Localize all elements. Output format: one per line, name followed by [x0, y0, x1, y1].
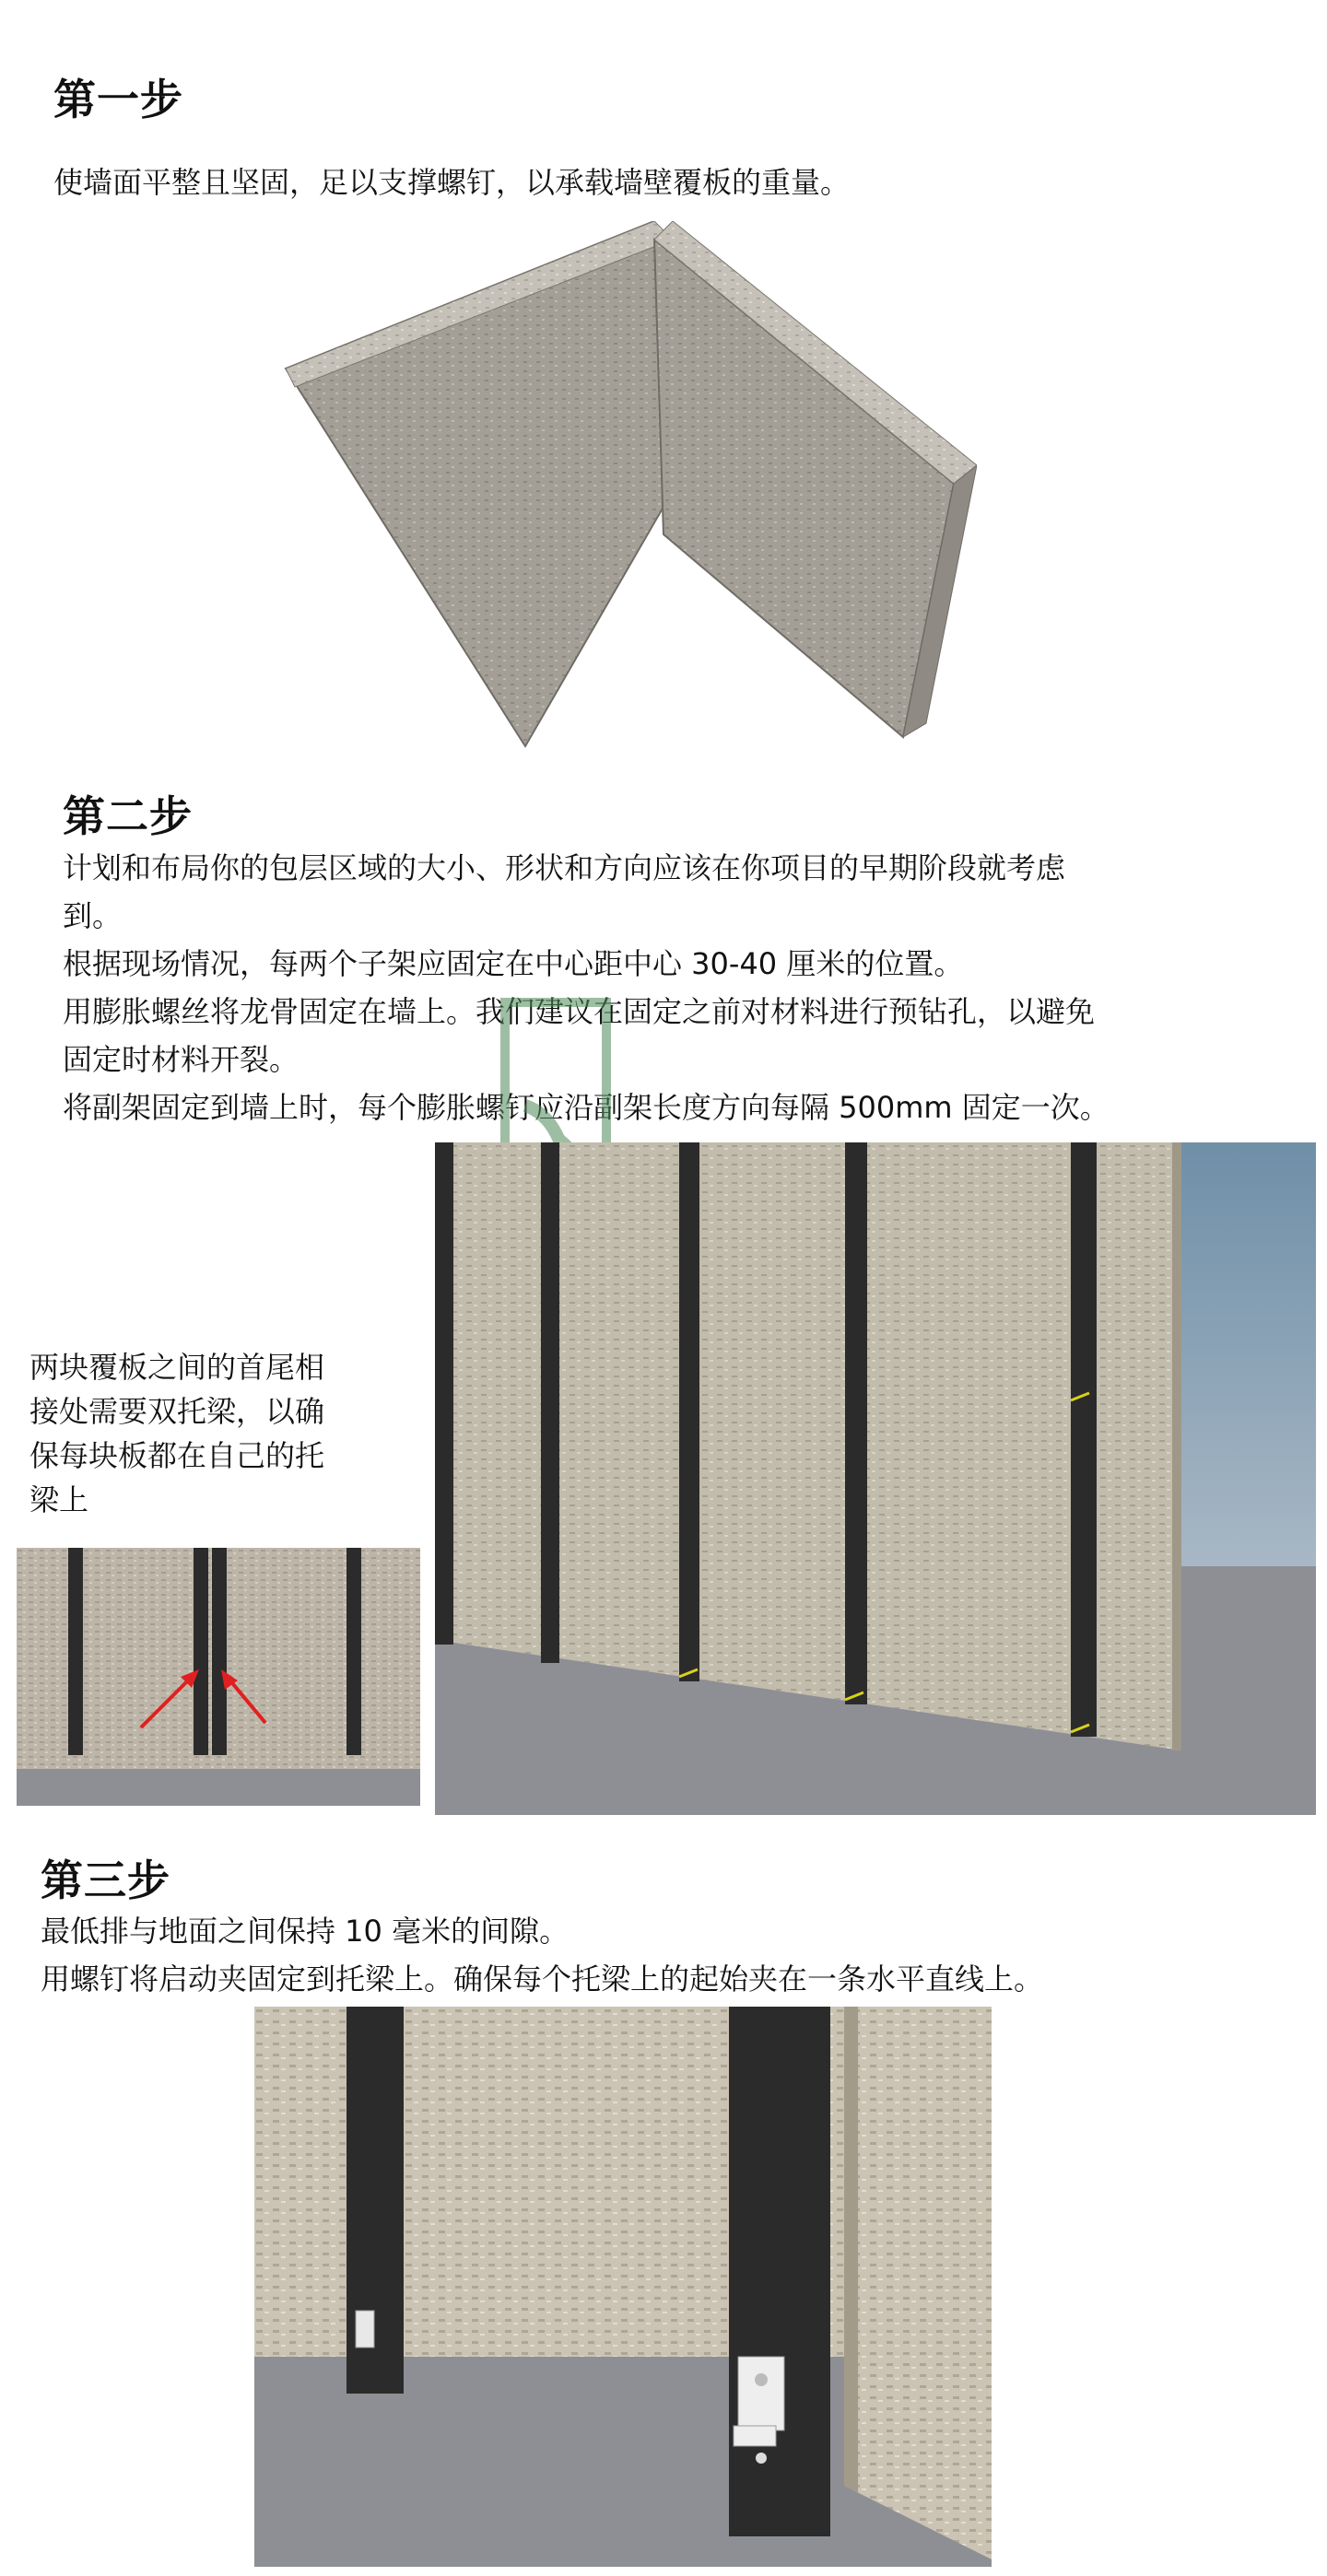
step2-title: 第二步 — [63, 791, 193, 841]
start-clip-illustration — [254, 2007, 992, 2567]
corner-wall-illustration — [276, 221, 977, 755]
step1-title: 第一步 — [53, 75, 183, 124]
step2-line: 固定时材料开裂。 — [63, 1042, 299, 1077]
step3-line: 最低排与地面之间保持 10 毫米的间隙。 — [41, 1914, 570, 1949]
step2-line: 根据现场情况，每两个子架应固定在中心距中心 30-40 厘米的位置。 — [63, 946, 964, 981]
step2-line: 计划和布局你的包层区域的大小、形状和方向应该在你项目的早期阶段就考虑 — [63, 850, 1066, 885]
step2-line: 到。 — [63, 898, 123, 933]
step3-line: 用螺钉将启动夹固定到托梁上。确保每个托梁上的起始夹在一条水平直线上。 — [41, 1961, 1044, 1996]
joist-wall-illustration — [435, 1142, 1316, 1815]
step1-text: 使墙面平整且坚固，足以支撑螺钉，以承载墙壁覆板的重量。 — [53, 165, 851, 200]
step3-title: 第三步 — [41, 1856, 170, 1905]
step2-line: 用膨胀螺丝将龙骨固定在墙上。我们建议在固定之前对材料进行预钻孔，以避免 — [63, 994, 1096, 1029]
double-joist-note: 两块覆板之间的首尾相 接处需要双托梁，以确 保每块板都在自己的托 梁上 — [29, 1350, 325, 1517]
step3-text — [41, 1907, 1043, 2003]
step2-line: 将副架固定到墙上时，每个膨胀螺钉应沿副架长度方向每隔 500mm 固定一次。 — [63, 1090, 1110, 1125]
double-joist-illustration — [17, 1548, 420, 1806]
